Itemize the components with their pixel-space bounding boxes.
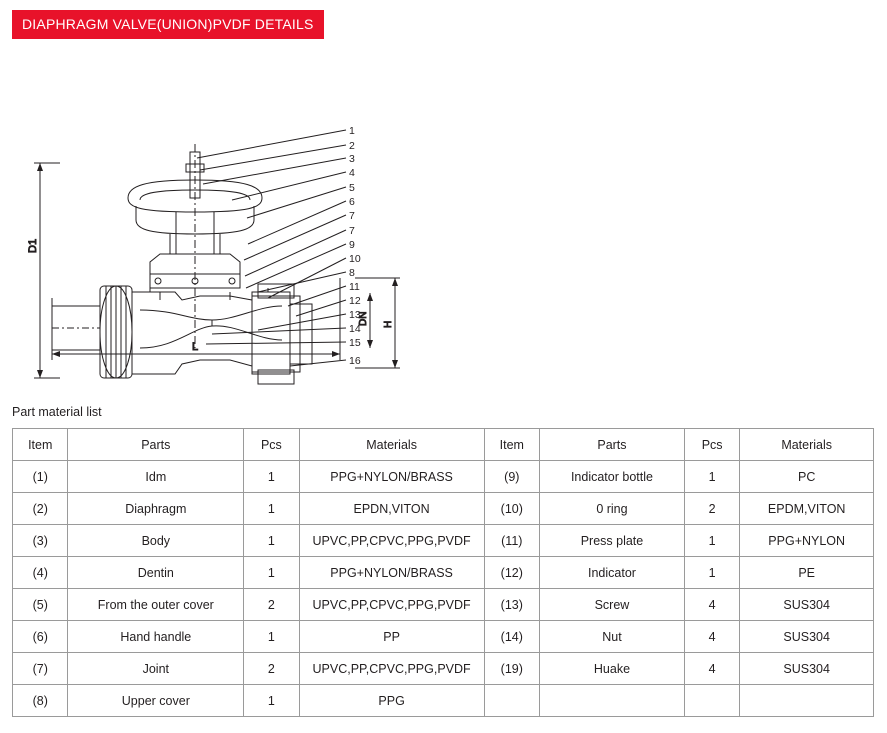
callout-13: 13	[349, 309, 361, 321]
part-material-table	[12, 428, 874, 717]
cell-pcs: 1	[244, 557, 299, 589]
cell-materials-2: SUS304	[740, 589, 874, 621]
cell-materials-2: PPG+NYLON	[740, 525, 874, 557]
callout-1: 1	[349, 125, 355, 137]
callout-2: 2	[349, 140, 355, 152]
cell-parts-2: Huake	[540, 653, 685, 685]
callout-15: 15	[349, 337, 361, 349]
callout-5: 5	[349, 182, 355, 194]
table-row	[13, 493, 874, 525]
cell-parts-2: Nut	[540, 621, 685, 653]
cell-materials: EPDN,VITON	[299, 493, 484, 525]
cell-pcs-2: 1	[684, 525, 739, 557]
cell-item: (2)	[13, 493, 68, 525]
cell-materials-2: SUS304	[740, 621, 874, 653]
cell-parts-2: 0 ring	[540, 493, 685, 525]
callout-number-group	[349, 125, 361, 367]
header-materials-2: Materials	[740, 429, 874, 461]
cell-item-2: (19)	[484, 653, 539, 685]
header-pcs-2: Pcs	[684, 429, 739, 461]
cell-pcs: 1	[244, 461, 299, 493]
page-title-banner: DIAPHRAGM VALVE(UNION)PVDF DETAILS	[12, 10, 324, 39]
cell-pcs: 1	[244, 685, 299, 717]
cell-materials-2: PE	[740, 557, 874, 589]
cell-parts: From the outer cover	[68, 589, 244, 621]
cell-item-2-empty	[484, 685, 539, 717]
cell-materials: PPG+NYLON/BRASS	[299, 557, 484, 589]
callout-16: 16	[349, 355, 361, 367]
callout-8: 8	[349, 267, 355, 279]
cell-materials: PPG	[299, 685, 484, 717]
cell-pcs: 1	[244, 525, 299, 557]
callout-7a: 7	[349, 210, 355, 222]
dim-label-l: L	[192, 341, 199, 353]
cell-item-2: (11)	[484, 525, 539, 557]
header-parts-2: Parts	[540, 429, 685, 461]
cell-item-2: (12)	[484, 557, 539, 589]
callout-14: 14	[349, 323, 361, 335]
valve-technical-drawing	[0, 48, 887, 388]
cell-item: (6)	[13, 621, 68, 653]
header-item-2: Item	[484, 429, 539, 461]
cell-pcs-2: 4	[684, 621, 739, 653]
cell-materials-2: SUS304	[740, 653, 874, 685]
cell-materials: PP	[299, 621, 484, 653]
table-row	[13, 557, 874, 589]
table-row	[13, 653, 874, 685]
cell-item: (8)	[13, 685, 68, 717]
cell-item: (1)	[13, 461, 68, 493]
table-row	[13, 621, 874, 653]
callout-6: 6	[349, 196, 355, 208]
cell-item: (3)	[13, 525, 68, 557]
cell-materials: UPVC,PP,CPVC,PPG,PVDF	[299, 589, 484, 621]
cell-pcs-2-empty	[684, 685, 739, 717]
cell-materials: UPVC,PP,CPVC,PPG,PVDF	[299, 653, 484, 685]
table-row	[13, 685, 874, 717]
header-parts-1: Parts	[68, 429, 244, 461]
cell-pcs: 1	[244, 493, 299, 525]
cell-materials: PPG+NYLON/BRASS	[299, 461, 484, 493]
callout-7b: 7	[349, 225, 355, 237]
cell-parts: Idm	[68, 461, 244, 493]
cell-pcs: 2	[244, 589, 299, 621]
cell-pcs: 1	[244, 621, 299, 653]
cell-materials-2: PC	[740, 461, 874, 493]
cell-parts-2: Indicator bottle	[540, 461, 685, 493]
cell-parts: Joint	[68, 653, 244, 685]
cell-parts: Body	[68, 525, 244, 557]
header-pcs-1: Pcs	[244, 429, 299, 461]
cell-item: (4)	[13, 557, 68, 589]
table-header-row	[13, 429, 874, 461]
dim-label-d1: D1	[27, 238, 39, 253]
cell-materials-2-empty	[740, 685, 874, 717]
cell-parts-2: Press plate	[540, 525, 685, 557]
cell-parts: Upper cover	[68, 685, 244, 717]
cell-item-2: (10)	[484, 493, 539, 525]
callout-10: 10	[349, 253, 361, 265]
cell-parts-2: Indicator	[540, 557, 685, 589]
cell-item: (5)	[13, 589, 68, 621]
cell-pcs-2: 2	[684, 493, 739, 525]
dim-label-dn: DN	[358, 311, 369, 326]
dim-label-h: H	[383, 320, 394, 328]
cell-parts-2: Screw	[540, 589, 685, 621]
valve-drawing-svg	[0, 48, 887, 388]
table-row	[13, 589, 874, 621]
cell-pcs-2: 1	[684, 461, 739, 493]
table-row	[13, 525, 874, 557]
cell-pcs: 2	[244, 653, 299, 685]
cell-item-2: (9)	[484, 461, 539, 493]
cell-item-2: (13)	[484, 589, 539, 621]
part-material-list-caption: Part material list	[12, 405, 102, 419]
cell-materials-2: EPDM,VITON	[740, 493, 874, 525]
callout-3: 3	[349, 153, 355, 165]
cell-pcs-2: 4	[684, 589, 739, 621]
cell-parts: Dentin	[68, 557, 244, 589]
callout-9: 9	[349, 239, 355, 251]
callout-12: 12	[349, 295, 361, 307]
cell-item-2: (14)	[484, 621, 539, 653]
table-row	[13, 461, 874, 493]
cell-parts: Hand handle	[68, 621, 244, 653]
cell-pcs-2: 4	[684, 653, 739, 685]
cell-item: (7)	[13, 653, 68, 685]
header-item-1: Item	[13, 429, 68, 461]
cell-parts: Diaphragm	[68, 493, 244, 525]
callout-11: 11	[349, 281, 360, 293]
cell-pcs-2: 1	[684, 557, 739, 589]
header-materials-1: Materials	[299, 429, 484, 461]
cell-parts-2-empty	[540, 685, 685, 717]
cell-materials: UPVC,PP,CPVC,PPG,PVDF	[299, 525, 484, 557]
callout-4: 4	[349, 167, 355, 179]
